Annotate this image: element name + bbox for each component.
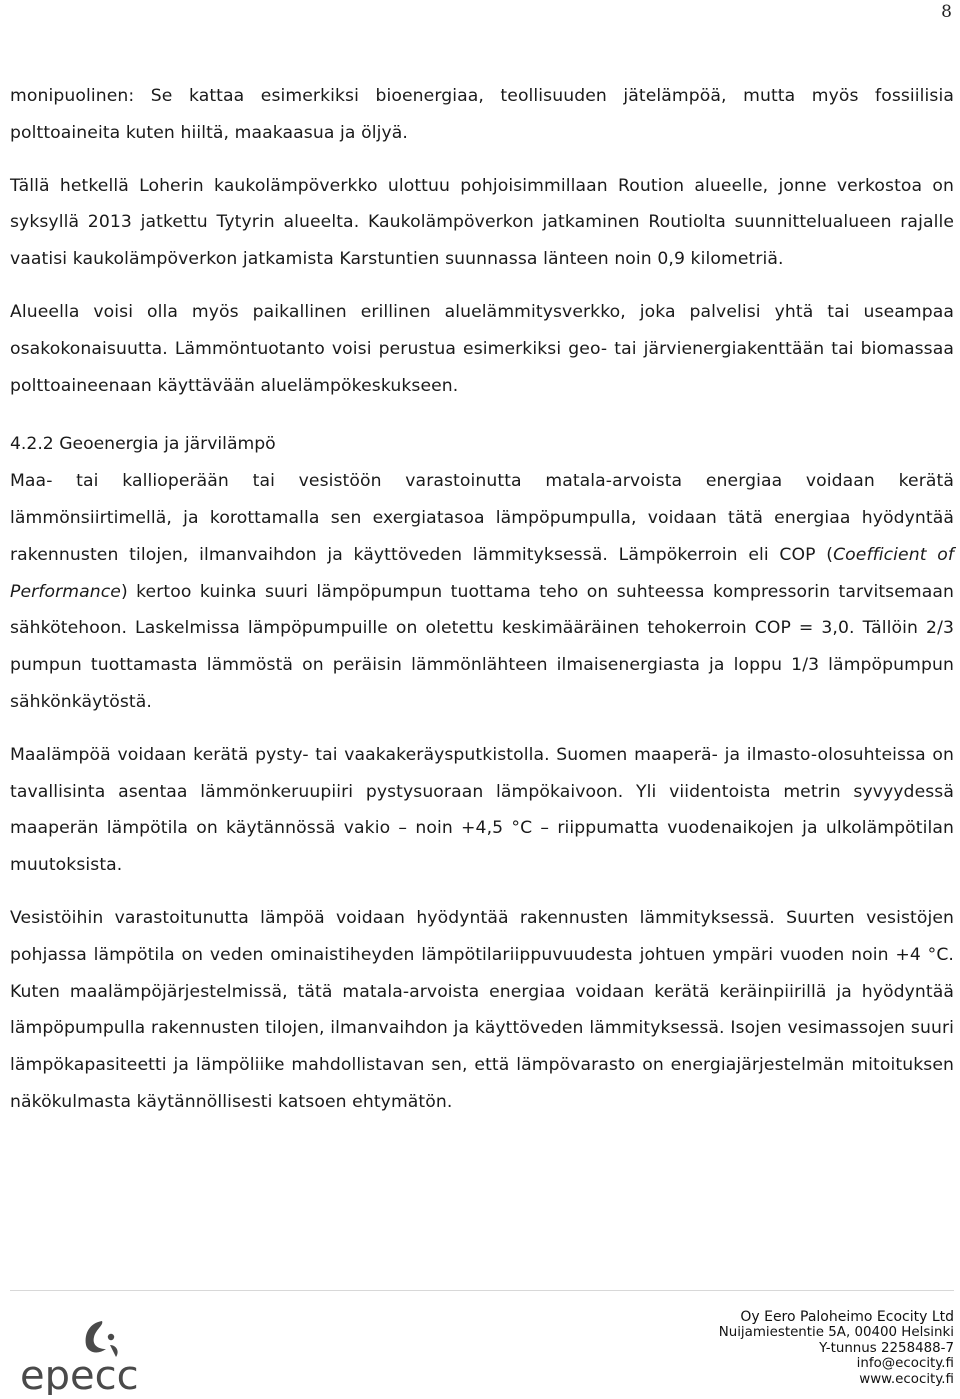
cop-text-before: Maa- tai kallioperään tai vesistöön varastoinutta matala-arvoista energiaa voidaan kerätä lämmönsiirtimellä, ja korottamalla sen exergiatasoa lämpöpumpulla, voidaan tätä energiaa hyödyntää rakennusten tilojen, ilmanvaihdon ja käyttöveden lämmityksessä. Lämpökerroin eli COP (	[10, 471, 954, 565]
company-name: Oy Eero Paloheimo Ecocity Ltd	[740, 1309, 954, 1325]
ecocity-leaf-icon	[18, 1315, 148, 1395]
company-website[interactable]: www.ecocity.fi	[859, 1371, 954, 1387]
company-info	[719, 1310, 954, 1387]
epecc-logo	[18, 1315, 148, 1395]
page-number: 8	[941, 2, 952, 22]
paragraph-3: Alueella voisi olla myös paikallinen erillinen aluelämmitysverkko, joka palvelisi yhtä tai useampaa osakokonaisuutta. Lämmöntuotanto voisi perustua esimerkiksi geo- tai järvienergiakenttään tai biomassaa polttoaineenaan käyttävään aluelämpökeskukseen.	[10, 301, 954, 396]
document-body	[10, 78, 954, 1121]
company-address: Nuijamiestentie 5A, 00400 Helsinki	[718, 1325, 954, 1341]
paragraph-1: monipuolinen: Se kattaa esimerkiksi bioenergiaa, teollisuuden jätelämpöä, mutta myös fossiilisia polttoaineita kuten hiiltä, maakaasua ja öljyä.	[10, 86, 954, 143]
section-paragraph-1	[10, 463, 954, 721]
logo-wordmark: epecc	[20, 1353, 139, 1395]
section-heading: 4.2.2 Geoenergia ja järvilämpö	[10, 434, 276, 455]
cop-text-after: ) kertoo kuinka suuri lämpöpumpun tuottama teho on suhteessa kompressorin tarvitsemaan sähkötehoon. Laskelmissa lämpöpumpuille on oletettu keskimääräinen tehokerroin COP = 3,0. Tällöin 2/3 pumpun tuottamasta lämmöstä on peräisin lämmönlähteen ilmaisenergiasta ja loppu 1/3 lämpöpumpun sähkönkäytöstä.	[10, 581, 954, 712]
section-paragraph-2: Maalämpöä voidaan kerätä pysty- tai vaakakeräysputkistolla. Suomen maaperä- ja ilmasto-olosuhteissa on tavallisinta asentaa lämmönkeruupiiri pystysuoraan lämpökaivoon. Yli viidentoista metrin syvyydessä maaperän lämpötila on käytännössä vakio – noin +4,5 °C – riippumatta vuodenaikojen ja ulkolämpötilan muutoksista.	[10, 744, 954, 876]
company-business-id: Y-tunnus 2258488-7	[819, 1340, 954, 1356]
company-email[interactable]: info@ecocity.fi	[856, 1356, 954, 1372]
section-paragraph-3: Vesistöihin varastoitunutta lämpöä voidaan hyödyntää rakennusten lämmityksessä. Suurten vesistöjen pohjassa lämpötila on veden ominaistiheyden lämpötilariippuvuudesta johtuen ympäri vuoden noin +4 °C. Kuten maalämpöjärjestelmissä, tätä matala-arvoista energiaa voidaan kerätä keräinpiirillä ja hyödyntää lämpöpumpulla rakennusten tilojen, ilmanvaihdon ja käyttöveden lämmityksessä. Isojen vesimassojen suuri lämpökapasiteetti ja lämpöliike mahdollistavan sen, että lämpövarasto on energiajärjestelmän mitoituksen näkökulmasta käytännöllisesti katsoen ehtymätön.	[10, 907, 954, 1112]
cop-italic-term: Coefficient of Performance	[10, 544, 954, 602]
paragraph-2: Tällä hetkellä Loherin kaukolämpöverkko ulottuu pohjoisimmillaan Roution alueelle, jonne verkostoa on syksyllä 2013 jatkettu Tytyrin alueelta. Kaukolämpöverkon jatkaminen Routiolta suunnittelualueen rajalle vaatisi kaukolämpöverkon jatkamista Karstuntien suunnassa länteen noin 0,9 kilometriä.	[10, 175, 954, 270]
footer-divider	[10, 1290, 954, 1291]
